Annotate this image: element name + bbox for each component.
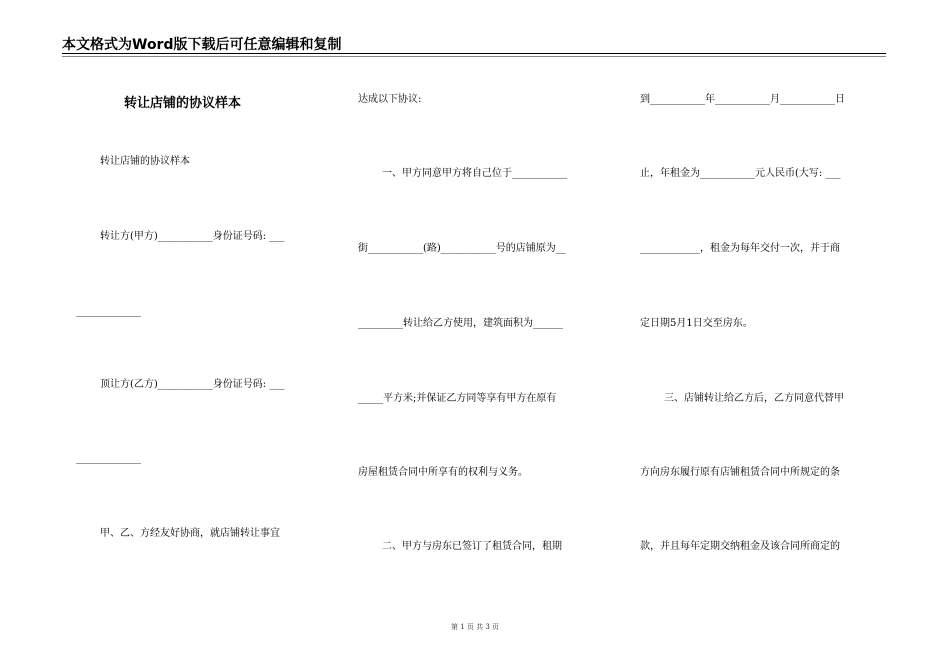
text-line: 方向房东履行原有店铺租赁合同中所规定的条 — [640, 467, 840, 478]
text-line: 甲、乙、方经友好协商，就店铺转让事宜 — [100, 528, 280, 539]
text-line: ____________，租金为每年交付一次，并于商 — [640, 243, 840, 254]
text-line: _________转让给乙方使用，建筑面积为______ — [358, 318, 563, 329]
page-number: 第 1 页 共 3 页 — [450, 623, 500, 631]
text-line: 三、店铺转让给乙方后，乙方同意代替甲 — [664, 393, 844, 404]
text-line: 款，并且每年定期交纳租金及该合同所商定的 — [640, 541, 840, 552]
text-line: 转让方(甲方)___________身份证号码: ___ — [100, 231, 285, 242]
document-title: 转让店铺的协议样本 — [124, 96, 242, 111]
text-line: 转让店铺的协议样本 — [100, 156, 190, 167]
text-line: 房屋租赁合同中所享有的权利与义务。 — [358, 467, 528, 478]
text-line: 定日期5月1日交至房东。 — [640, 318, 753, 329]
text-line: 顶让方(乙方)___________身份证号码: ___ — [100, 379, 285, 390]
text-line: 一、甲方同意甲方将自己位于___________ — [382, 168, 567, 179]
document-header: 本文格式为Word版下载后可任意编辑和复制 — [62, 37, 342, 53]
text-line: _____________ — [76, 453, 141, 464]
text-line: 止，年租金为___________元人民币(大写: ___ — [640, 168, 841, 179]
text-line: _____平方米;并保证乙方同等享有甲方在原有 — [358, 393, 557, 404]
text-line: 到___________年___________月___________日 — [640, 94, 845, 105]
text-line: 达成以下协议: — [358, 94, 422, 105]
header-rule — [62, 53, 886, 54]
text-line: 二、甲方与房东已签订了租赁合同，租期 — [382, 541, 562, 552]
header-rule-thin — [62, 56, 886, 57]
text-line: _____________ — [76, 306, 141, 317]
text-line: 街___________(路)___________号的店铺原为__ — [358, 243, 566, 254]
